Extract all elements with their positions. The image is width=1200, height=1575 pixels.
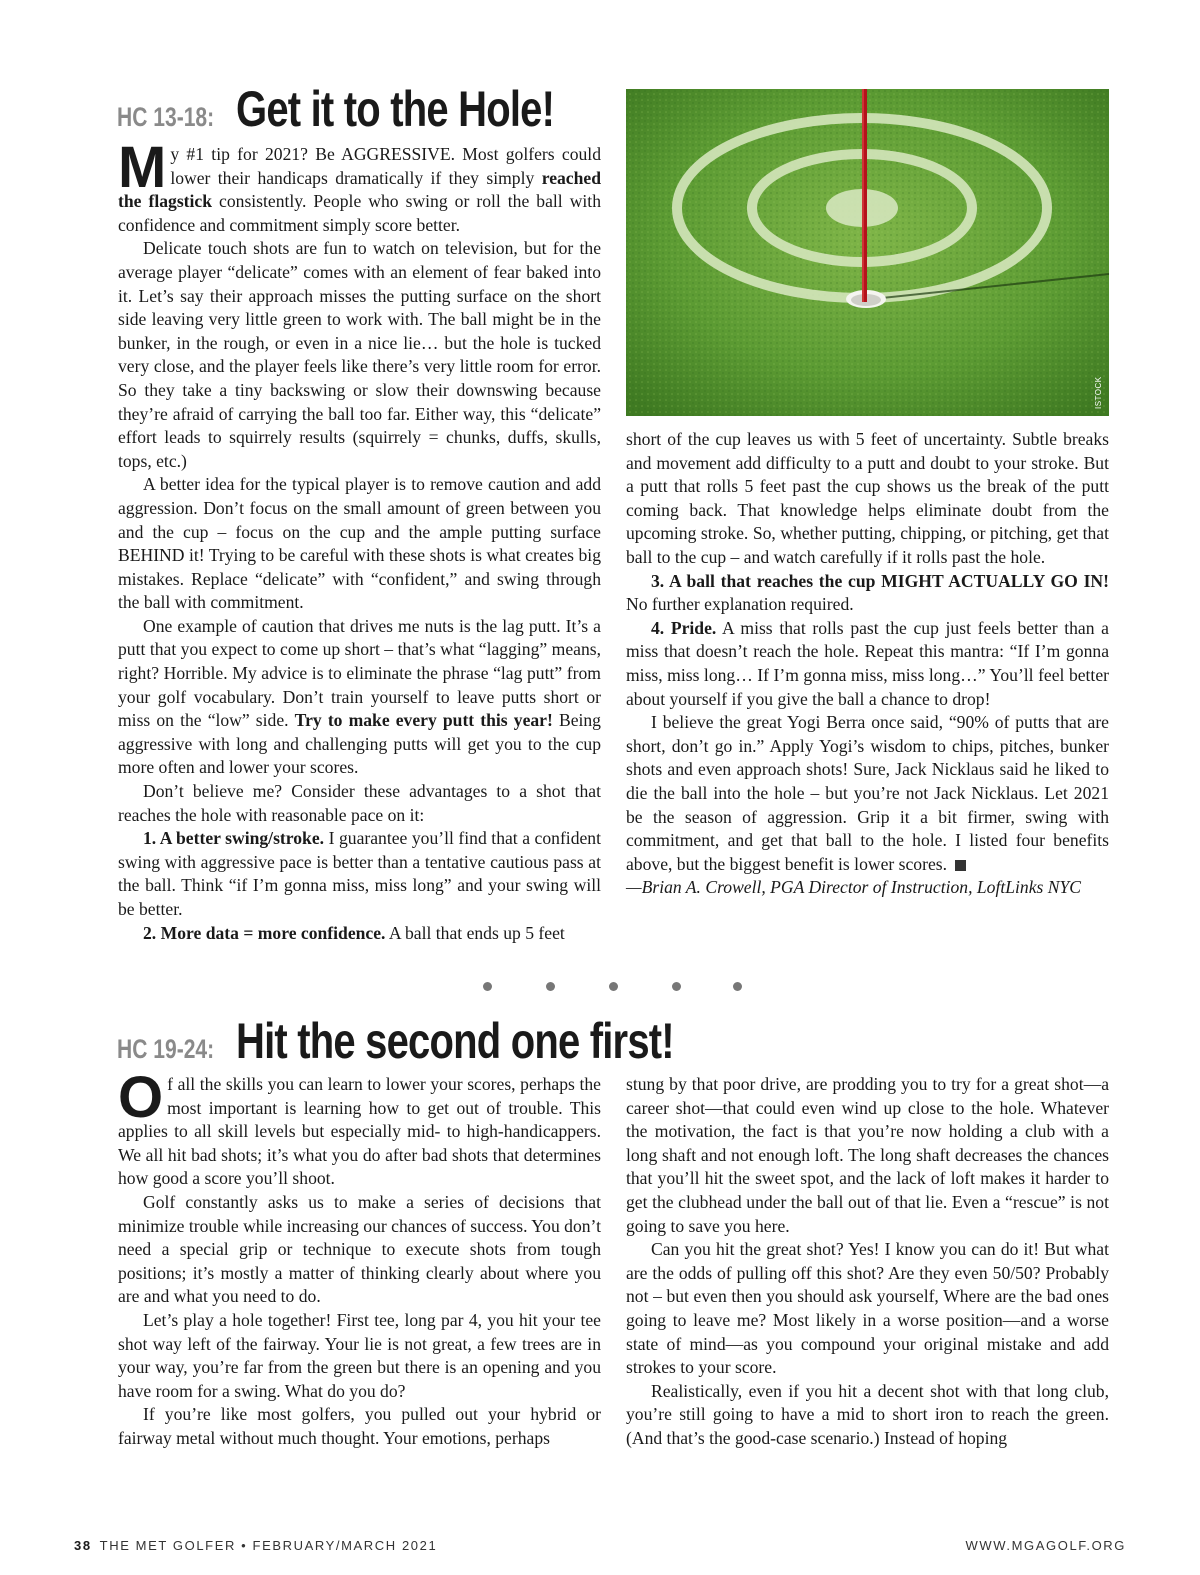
article2-headline: [117, 1012, 784, 1070]
article1-paragraph: [118, 135, 601, 237]
page-number: 38: [74, 1538, 92, 1553]
divider-dot-icon: [672, 982, 681, 991]
divider-dot-icon: [546, 982, 555, 991]
article2-title: Hit the second one first!: [236, 1013, 675, 1069]
article2-column-right: [626, 1073, 1109, 1451]
article1-paragraph: [118, 827, 601, 921]
article2-paragraph: Let’s play a hole together! First tee, long par 4, you hit your tee shot way left of the fairway. Your lie is not great, a few trees are in your way, you’re far from the green but there is an opening and you have room for a swing. What do you do?: [118, 1309, 601, 1401]
text: A ball that ends up 5 feet: [385, 922, 565, 943]
article2-paragraph-continued: stung by that poor drive, are prodding you to try for a great shot—a career shot—that could even wind up close to the hole. Whatever the motivation, the fact is that you’re now holding a club with a long shaft and not enough loft. The long shaft decreases the chances that you’ll hit the sweet spot, and the lack of loft makes it harder to get the clubhead under the ball out of that lie. Even a “rescue” is not going to save you here.: [626, 1074, 1109, 1236]
article1-handicap-label: HC 13-18:: [117, 102, 215, 132]
text: Being aggressive with long and challenging putts will get you to the cup more often and lower your scores.: [118, 710, 601, 778]
article1-paragraph-continued: [118, 922, 601, 946]
bold-text: 2. More data = more confidence.: [143, 922, 386, 943]
bold-text: 3. A ball that reaches the cup MIGHT ACTUALLY GO IN!: [651, 570, 1109, 591]
article1-paragraph: Don’t believe me? Consider these advantages to a shot that reaches the hole with reasonable pace on it:: [118, 781, 601, 825]
article2-p4-full: [0, 0, 1, 1]
text: I believe the great Yogi Berra once said, “90% of putts that are short, don’t go in.” Apply Yogi’s wisdom to chips, pitches, bunker shots and even approach shots! Sure, Jack Nicklaus said he liked to die the ball into the hole – but you’re not Jack Nicklaus. Let 2021 be the season of aggression. Grip it a bit firmer, swing with commitment, and get that ball to the hole. I listed four benefits above, but the biggest benefit is lower scores.: [626, 712, 1109, 874]
dropcap: M: [118, 135, 167, 200]
text: No further explanation required.: [626, 594, 854, 615]
article1-column-right: [626, 428, 1109, 900]
dropcap: O: [118, 1065, 164, 1130]
text: y #1 tip for 2021? Be AGGRESSIVE. Most golfers could lower their handicaps dramatically if they simply: [170, 144, 601, 188]
article1-p7-full: [0, 0, 1, 1]
article1-paragraph: [118, 615, 601, 780]
article1-paragraph: Delicate touch shots are fun to watch on television, but for the average player “delicate” comes with an element of fear baked into it. Let’s say their approach misses the putting surface on the short side leaving very little green to work with. The ball might be in the bunker, in the rough, or even in a nice lie… but the hole is tucked very close, and the player feels like there’s very little room for error. So they take a tiny backswing or slow their downswing because they’re afraid of carrying the ball too far. Either way, this “delicate” effort leads to squirrely results (squirrely = chunks, duffs, skulls, tops, etc.): [118, 238, 601, 471]
footer-left: [74, 1538, 437, 1553]
publication-name: THE MET GOLFER • FEBRUARY/MARCH 2021: [99, 1538, 438, 1553]
article2-paragraph: Can you hit the great shot? Yes! I know you can do it! But what are the odds of pulling off this shot? Are they even 50/50? Probably not – but even then you should ask yourself, Where are the bad ones going to leave me? Most likely in a worse position—and a worse state of mind—as you compound your original mistake and add strokes to your score.: [626, 1239, 1109, 1378]
article2-paragraph-start: If you’re like most golfers, you pulled out your hybrid or fairway metal without much thought. Your emotions, perhaps: [118, 1404, 601, 1448]
article1-paragraph: A better idea for the typical player is to remove caution and add aggression. Don’t focus on the small amount of green between you and the cup – focus on the cup and the ample putting surface BEHIND it! Trying to be careful with these shots is what creates big mistakes. Replace “delicate” with “confident,” and swing through the ball with commitment.: [118, 474, 601, 613]
article1-paragraph: [626, 570, 1109, 617]
text: consistently. People who swing or roll the ball with confidence and commitment simply score better.: [118, 191, 601, 235]
golf-green-illustration: [626, 89, 1109, 416]
photo-credit: ISTOCK: [1094, 376, 1103, 409]
bold-text: Try to make every putt this year!: [294, 710, 553, 731]
text: f all the skills you can learn to lower your scores, perhaps the most important is learning how to get out of trouble. This applies to all skill levels but especially mid- to high-handicappers. We all hit bad shots; it’s what you do after bad shots that determines how good a score you’ll shoot.: [118, 1074, 601, 1189]
divider-dot-icon: [609, 982, 618, 991]
text: I guarantee you’ll find that a confident swing with aggressive pace is better than a tentative cautious pass at the ball. Think “if I’m gonna miss, miss long” and your swing will be better.: [118, 828, 601, 919]
bold-text: reached the flagstick: [118, 167, 601, 212]
bold-text: 1. A better swing/stroke.: [143, 828, 325, 849]
text: A miss that rolls past the cup just feels better than a miss that doesn’t reach the hole. Repeat this mantra: “If I’m gonna miss, miss long… If I’m gonna miss, miss long…” You’ll feel better about yourself if you give the ball a chance to drop!: [626, 617, 1109, 709]
bold-text: 4. Pride.: [651, 617, 717, 638]
article2-column-left: [118, 1065, 601, 1451]
text: One example of caution that drives me nuts is the lag putt. It’s a putt that you expect to come up short – that’s what “lagging” means, right? Horrible. My advice is to eliminate the phrase “lag putt” from your golf vocabulary. Don’t train yourself to leave putts short or miss on the “low” side.: [118, 615, 601, 731]
article2-paragraph: Realistically, even if you hit a decent shot with that long club, you’re still going to have a mid to short iron to reach the green. (And that’s the good-case scenario.) Instead of hoping: [626, 1380, 1109, 1448]
article1-headline: [117, 80, 634, 138]
article2-paragraph: Golf constantly asks us to make a series of decisions that minimize trouble while increasing our chances of success. You don’t need a special grip or technique to execute shots from tough positions; it’s mostly a matter of thinking clearly about where you are and what you need to do.: [118, 1191, 601, 1307]
end-mark-icon: [955, 860, 966, 871]
article1-paragraph: [626, 711, 1109, 876]
divider-dot-icon: [483, 982, 492, 991]
article1-title: Get it to the Hole!: [236, 81, 555, 137]
article2-paragraph: [118, 1065, 601, 1191]
golf-green-photo: [626, 89, 1109, 416]
website-link[interactable]: WWW.MGAGOLF.ORG: [965, 1538, 1126, 1553]
divider-dot-icon: [733, 982, 742, 991]
article1-paragraph: [626, 617, 1109, 711]
article1-paragraph-continued: short of the cup leaves us with 5 feet of uncertainty. Subtle breaks and movement add difficulty to a putt and doubt to your stroke. But a putt that rolls 5 feet past the cup shows us the break of the putt coming back. That knowledge helps eliminate doubt from the upcoming stroke. So, whether putting, chipping, or pitching, get that ball to the cup – and watch carefully if it rolls past the hole.: [626, 429, 1109, 567]
article2-handicap-label: HC 19-24:: [117, 1034, 215, 1064]
article1-signature: —Brian A. Crowell, PGA Director of Instruction, LoftLinks NYC: [626, 877, 1082, 898]
article1-column-left: [118, 135, 601, 945]
